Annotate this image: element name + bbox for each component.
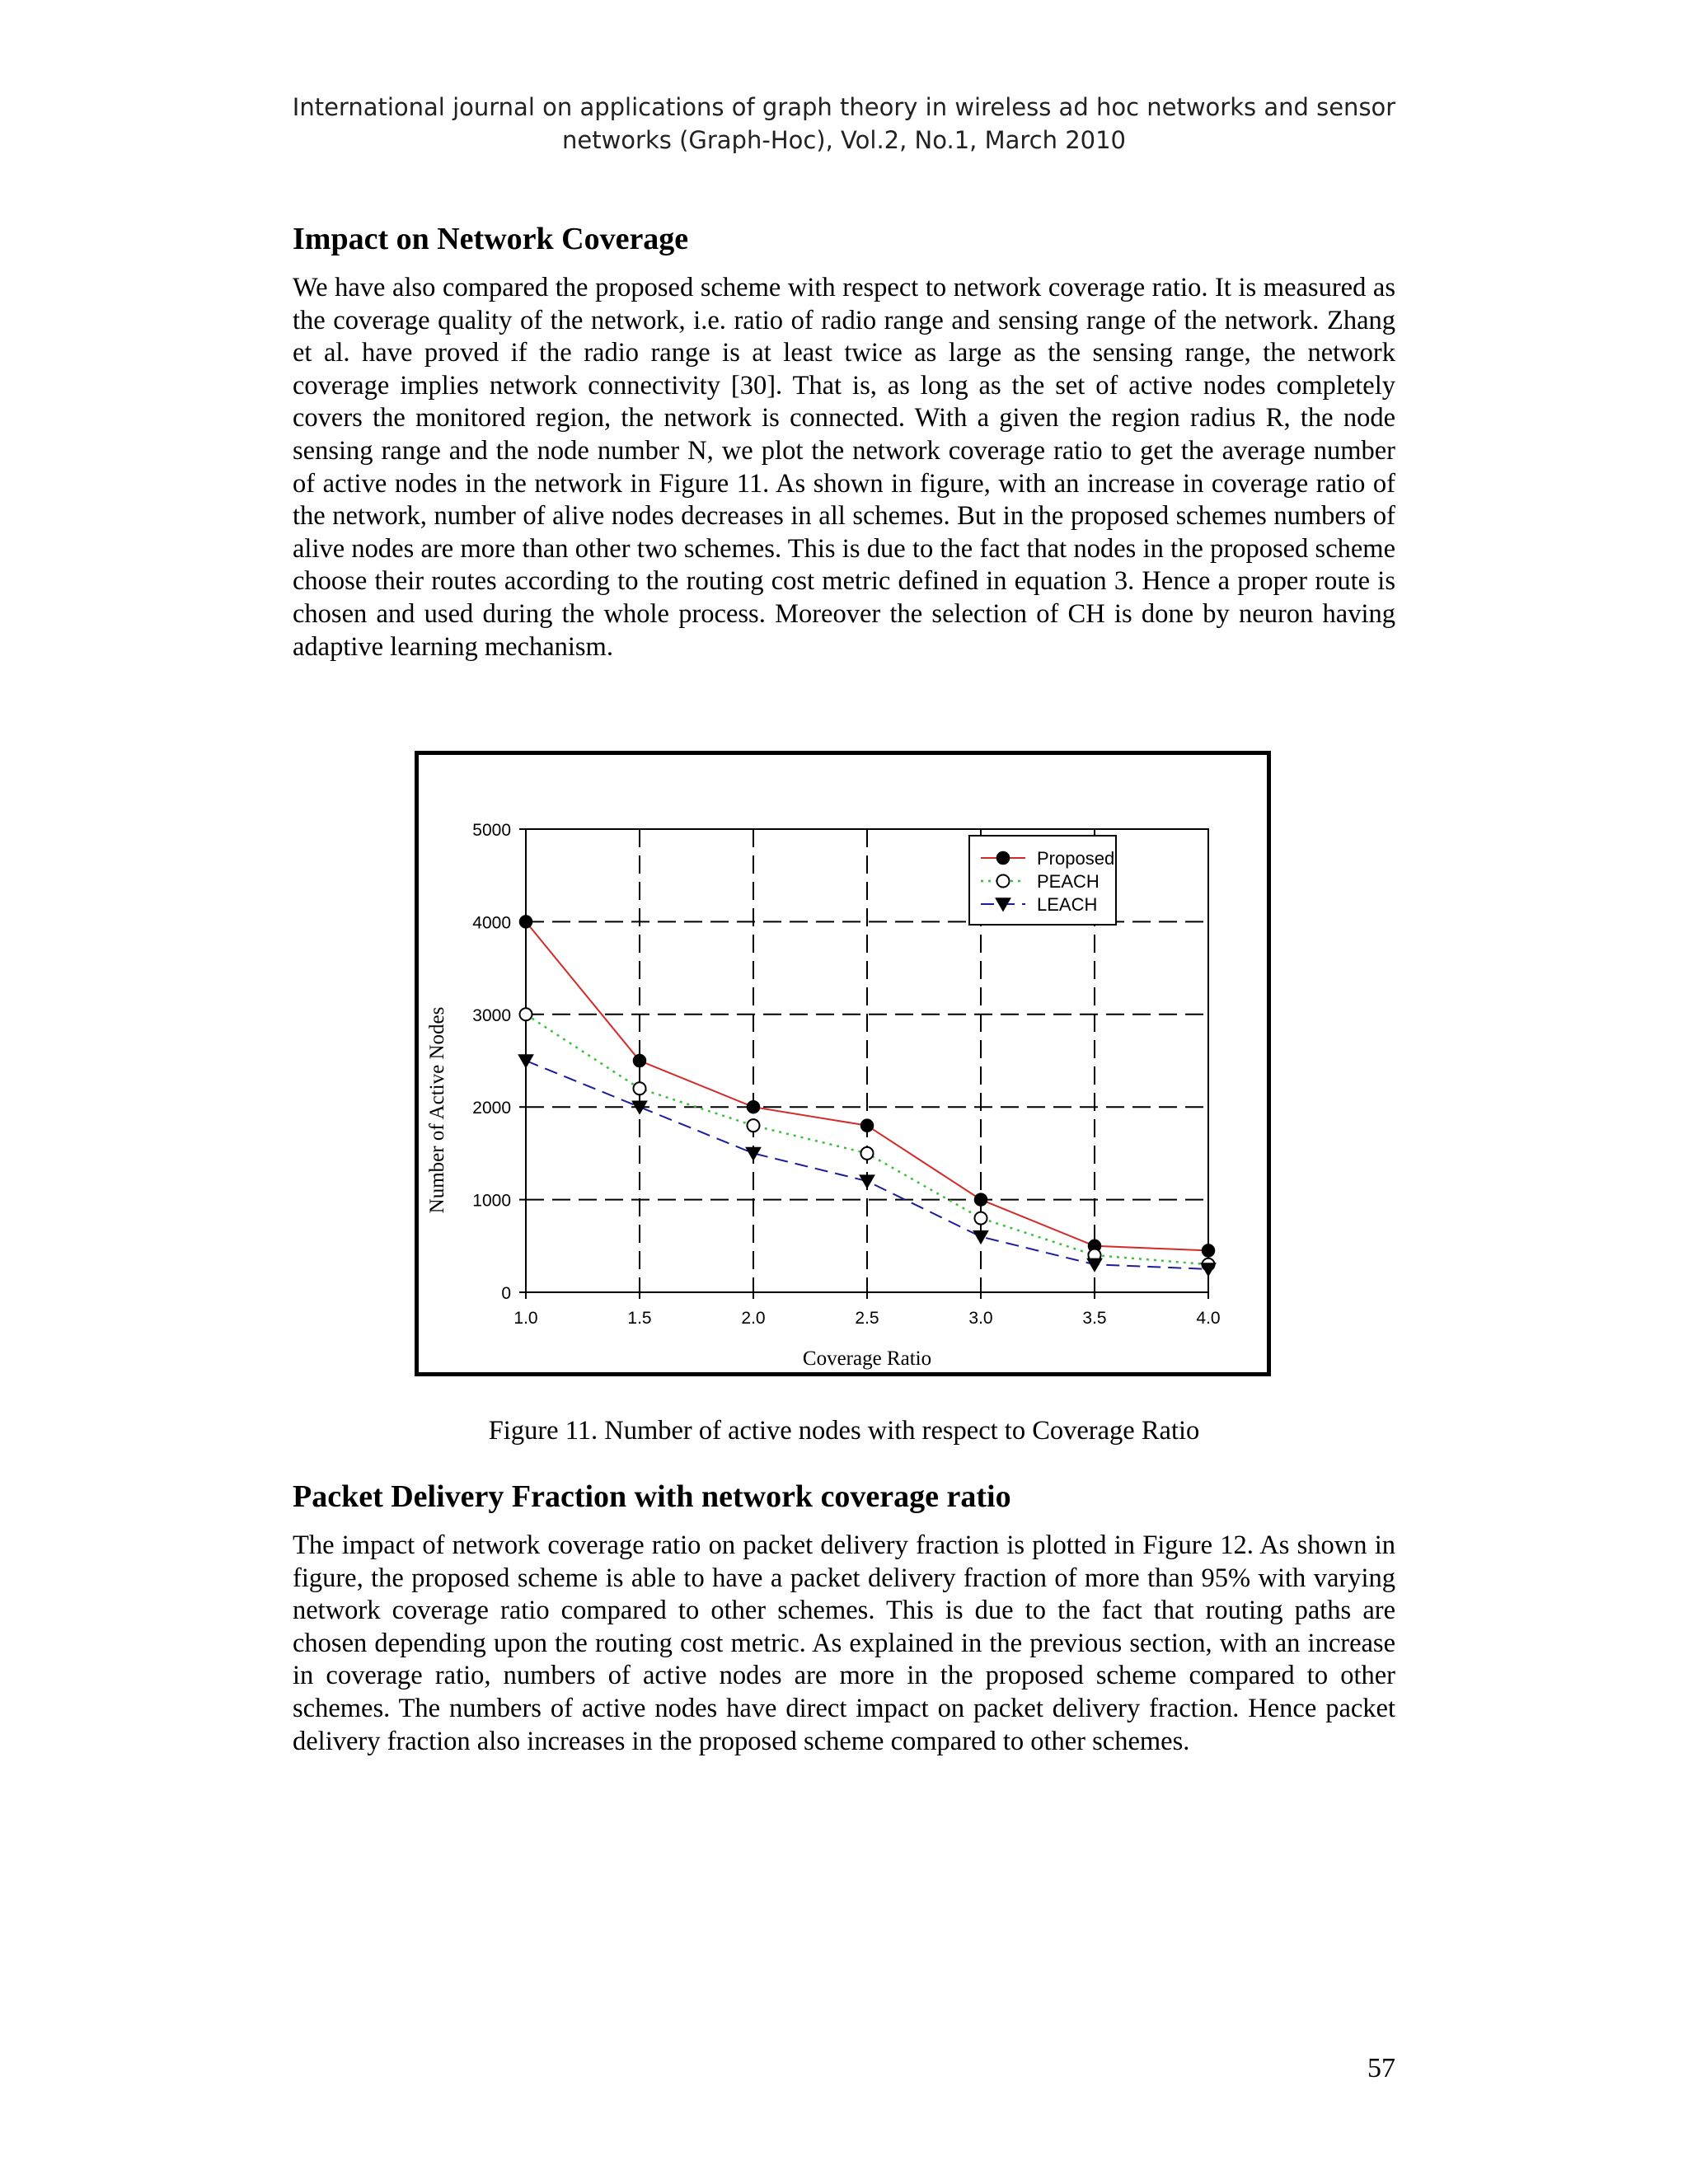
y-tick-label: 0 — [501, 1284, 511, 1303]
data-point-proposed — [975, 1193, 987, 1206]
y-tick-label: 1000 — [472, 1191, 511, 1211]
x-axis-title: Coverage Ratio — [802, 1347, 932, 1370]
journal-header-line-2: networks (Graph-Hoc), Vol.2, No.1, March 2010 — [561, 126, 1127, 154]
data-point-peach — [861, 1147, 874, 1160]
x-tick-label: 2.0 — [741, 1309, 766, 1328]
legend-label-leach: LEACH — [1037, 894, 1098, 915]
x-tick-label: 3.5 — [1082, 1309, 1107, 1328]
data-point-proposed — [634, 1055, 646, 1067]
data-point-proposed — [520, 916, 532, 928]
page-number: 57 — [1367, 2053, 1395, 2083]
y-tick-label: 2000 — [472, 1099, 511, 1118]
x-tick-label: 1.5 — [627, 1309, 652, 1328]
data-point-leach — [518, 1055, 533, 1068]
legend-label-proposed: Proposed — [1037, 848, 1115, 869]
data-point-peach — [634, 1082, 646, 1094]
data-point-peach — [975, 1212, 987, 1225]
section-heading-packet-delivery: Packet Delivery Fraction with network coverage ratio — [293, 1479, 1011, 1514]
y-axis-title: Number of Active Nodes — [426, 1006, 448, 1214]
data-point-leach — [1201, 1263, 1216, 1277]
data-point-peach — [748, 1119, 760, 1132]
data-point-leach — [860, 1175, 874, 1188]
legend-marker-proposed — [997, 852, 1010, 865]
data-point-proposed — [861, 1119, 874, 1132]
x-tick-label: 3.0 — [968, 1309, 993, 1328]
section-heading-network-coverage: Impact on Network Coverage — [293, 222, 689, 256]
paragraph-network-coverage: We have also compared the proposed scheme with respect to network coverage ratio. It is measured as the coverage quality of the network, i.e. ratio of radio range and sensing range of the network. Zhang et al. have proved if the radio range is at least twice as large as the sensing range, the network coverage implies network connectivity [30]. That is, as long as the set of active nodes completely covers the monitored region, the network is connected. With a given the region radius R, the node sensing range and the node number N, we plot the network coverage ratio to get the average number of active nodes in the network in Figure 11. As shown in figure, with an increase in coverage ratio of the network, number of alive nodes decreases in all schemes. But in the proposed schemes numbers of alive nodes are more than other two schemes. This is due to the fact that nodes in the proposed scheme choose their routes according to the routing cost metric defined in equation 3. Hence a proper route is chosen and used during the whole process. Moreover the selection of CH is done by neuron having adaptive learning mechanism. — [293, 273, 1395, 662]
x-tick-label: 1.0 — [513, 1309, 538, 1328]
y-tick-label: 4000 — [472, 913, 511, 933]
y-tick-label: 5000 — [472, 821, 511, 840]
legend-marker-peach — [997, 875, 1010, 888]
data-point-leach — [1087, 1258, 1102, 1272]
chart-svg — [419, 755, 1267, 1372]
x-tick-label: 2.5 — [855, 1309, 879, 1328]
figure-11-chart — [415, 751, 1271, 1376]
y-tick-label: 3000 — [472, 1005, 511, 1025]
data-point-proposed — [1203, 1244, 1215, 1257]
legend-label-peach: PEACH — [1037, 871, 1100, 892]
data-point-leach — [973, 1230, 988, 1244]
x-tick-label: 4.0 — [1196, 1309, 1221, 1328]
data-point-peach — [520, 1008, 532, 1020]
figure-caption: Figure 11. Number of active nodes with respect to Coverage Ratio — [488, 1416, 1200, 1446]
data-point-proposed — [748, 1101, 760, 1113]
paragraph-packet-delivery: The impact of network coverage ratio on packet delivery fraction is plotted in Figure 12. As shown in figure, the proposed scheme is able to have a packet delivery fraction of more than 95% with varying network coverage ratio compared to other schemes. This is due to the fact that routing paths are chosen depending upon the routing cost metric. As explained in the previous section, with an increase in coverage ratio, numbers of active nodes are more in the proposed scheme compared to other schemes. The numbers of active nodes have direct impact on packet delivery fraction. Hence packet delivery fraction also increases in the proposed scheme compared to other schemes. — [293, 1530, 1395, 1756]
journal-header-line-1: International journal on applications of graph theory in wireless ad hoc networks and sensor — [292, 93, 1396, 121]
journal-header — [247, 91, 1441, 157]
